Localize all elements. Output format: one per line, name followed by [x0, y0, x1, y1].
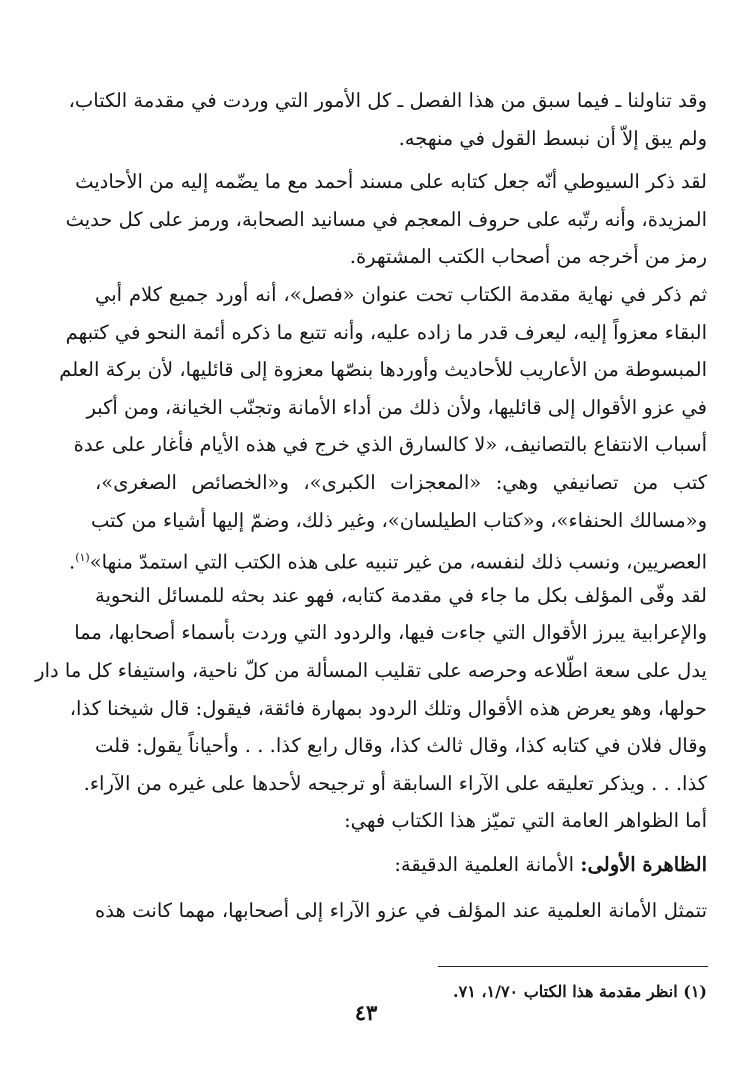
page-body: [35, 82, 707, 929]
footnote: (١) انظر مقدمة هذا الكتاب ١/٧٠، ٧١.: [453, 982, 707, 1001]
text-line: ثم ذكر في نهاية مقدمة الكتاب تحت عنوان «فصل»، أنه أورد جميع كلام أبي: [95, 282, 707, 306]
text-line: حولها، وهو يعرض هذه الأقوال وتلك الردود بمهارة فائقة، فيقول: قال شيخنا كذا،: [69, 696, 707, 720]
text-fragment: .: [68, 550, 76, 574]
text-line: يدل على سعة اطّلاعه وحرصه على تقليب المسألة من كلّ ناحية، واستيفاء كل ما دار: [35, 658, 707, 682]
text-line: في عزو الأقوال إلى قائليها، ولأن ذلك من أداء الأمانة وتجنّب الخيانة، ومن أكبر: [86, 395, 707, 419]
paragraph-5: أما الظواهر العامة التي تميّز هذا الكتاب فهي:: [344, 809, 707, 833]
text-line: أسباب الانتفاع بالتصانيف، «لا كالسارق الذي خرج في هذه الأيام فأغار على عدة: [73, 433, 707, 457]
text-line: لقد وفّى المؤلف بكل ما جاء في مقدمة كتابه، فهو عند بحثه للمسائل النحوية: [95, 583, 707, 607]
section-heading: [95, 846, 707, 886]
paragraph-3: [59, 276, 707, 577]
paragraph-2: [65, 163, 707, 276]
text-line: المزيدة، وأنه رتّبه على حروف المعجم في مسانيد الصحابة، ورمز على كل حديث: [65, 207, 707, 231]
text-line: ولم يبق إلاّ أن نبسط القول في منهجه.: [398, 126, 707, 150]
footnote-marker: (١): [75, 551, 90, 565]
text-line: والإعرابية يبرز الأقوال التي جاءت فيها، والردود التي وردت بأسماء أصحابها، مما: [74, 621, 707, 645]
footnote-divider: [438, 966, 708, 967]
heading-label: الظاهرة الأولى:: [580, 852, 707, 876]
text-line: وقال فلان في كتابه كذا، وقال ثالث كذا، وقال رابع كذا. . . وأحياناً يقول: قلت: [95, 734, 707, 758]
text-line: المبسوطة من الأعاريب للأحاديث وأوردها بنصّها معزوة إلى قائليها، لأن بركة العلم: [59, 358, 707, 382]
text-line: وقد تناولنا ـ فيما سبق من هذا الفصل ـ كل الأمور التي وردت في مقدمة الكتاب،: [68, 89, 707, 112]
text-line: كذا. . . ويذكر تعليقه على الآراء السابقة أو ترجيحه لأحدها على غيره من الآراء.: [83, 771, 707, 795]
text-line: البقاء معزواً إليه، ليعرف قدر ما زاده عليه، وأنه تتبع ما ذكره أئمة النحو في كتبهم: [65, 320, 707, 344]
text-line: كتب من تصانيفي وهي: «المعجزات الكبرى»، و«الخصائص الصغرى»،: [95, 470, 707, 494]
text-line: رمز من أخرجه من أصحاب الكتب المشتهرة.: [349, 245, 707, 269]
text-line: لقد ذكر السيوطي أنّه جعل كتابه على مسند أحمد مع ما يضّمه إليه من الأحاديث: [75, 170, 707, 194]
heading-text: الأمانة العلمية الدقيقة:: [394, 852, 581, 876]
paragraph-6: تتمثل الأمانة العلمية عند المؤلف في عزو الآراء إلى أصحابها، مهما كانت هذه: [95, 898, 707, 922]
paragraph-4: [35, 577, 707, 803]
text-line: [68, 539, 707, 577]
page-number: ٤٣: [354, 1000, 378, 1025]
text-fragment: العصريين، ونسب ذلك لنفسه، من غير تنبيه على هذه الكتب التي استمدّ منها»: [89, 550, 707, 574]
text-line: و«مسالك الحنفاء»، و«كتاب الطيلسان»، وغير ذلك، وضمّ إليها أشياء من كتب: [90, 508, 707, 532]
paragraph-1: [68, 82, 707, 157]
